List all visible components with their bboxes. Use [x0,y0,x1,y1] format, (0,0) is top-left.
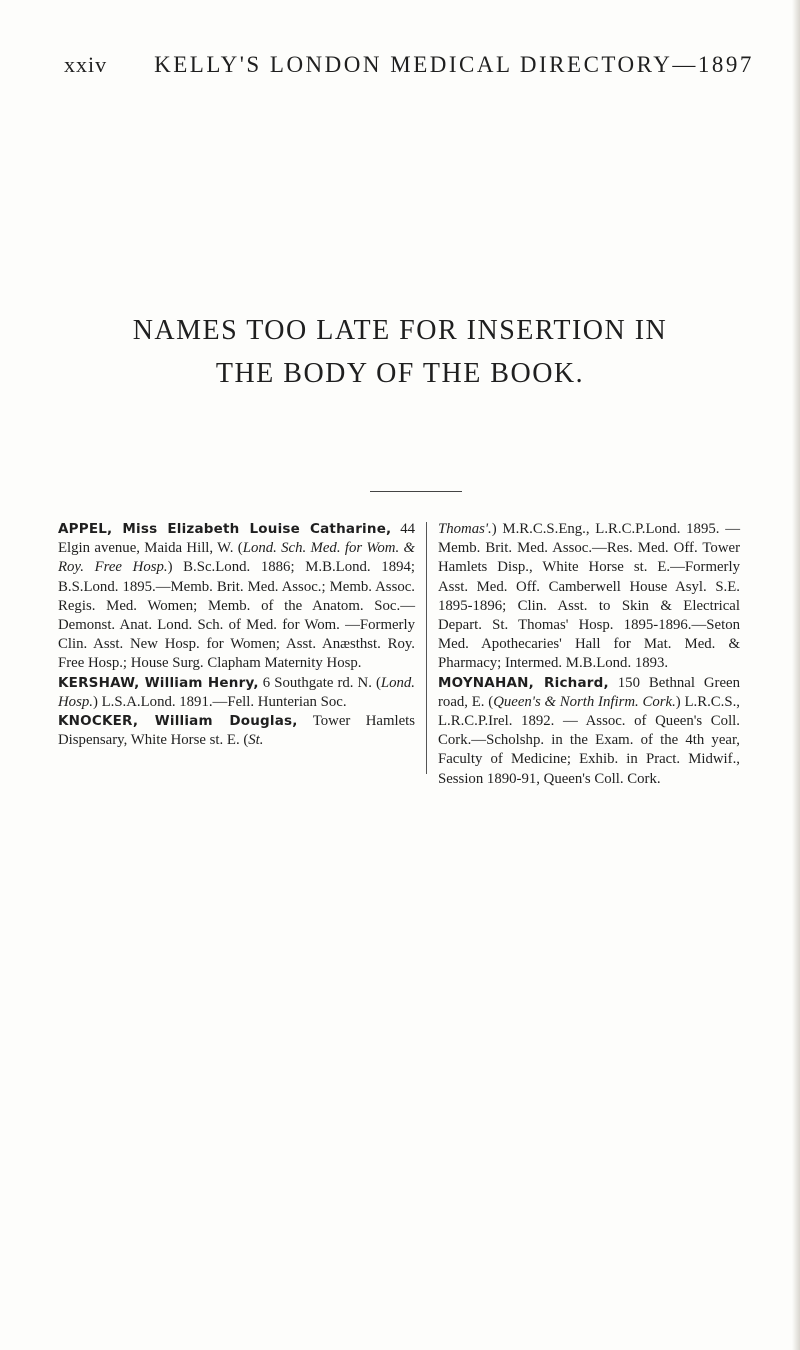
entry-text: 150 Bethnal Green road, E. ( [438,674,741,710]
entry-institution: Queen's & North Infirm. Cork. [493,693,676,710]
page-number: xxiv [64,52,108,77]
entry-name: KERSHAW, William Henry, [58,674,259,691]
right-column [438,520,740,789]
entry-text: ) B.Sc.Lond. 1886; M.B.Lond. 1894; B.S.Lond. 1895.—Memb. Brit. Med. Assoc.; Memb. Assoc. Regis. Med. Women; Memb. of the Anatom. Soc.—Demonst. Anat. Lond. Sch. of Med. for Wom. —Formerly Clin. Asst. New Hosp. for Women; Asst. Anæsthst. Roy. Free Hosp.; House Surg. Clapham Maternity Hosp. [58,559,415,672]
entry-name: APPEL, Miss Elizabeth Louise Catharine, [58,521,392,537]
entry-knocker-continued [438,520,740,674]
title-rule [370,491,462,492]
running-title: KELLY'S LONDON MEDICAL DIRECTORY—1897 [154,52,754,77]
entry-knocker [58,712,415,750]
entry-appel [58,520,415,674]
entry-institution: Thomas'. [438,521,492,537]
entry-text: 6 Southgate rd. N. ( [258,674,381,691]
left-column [58,520,415,750]
entry-text: Tower Hamlets Dispensary, White Horse st. E. ( [58,713,416,749]
column-divider [426,522,427,774]
entry-moynahan [438,674,740,789]
entry-name: MOYNAHAN, Richard, [438,674,609,691]
entry-text: ) L.R.C.S., L.R.C.P.Irel. 1892. — Assoc. of Queen's Coll. Cork.—Scholshp. in the Exam. of the 4th year, Faculty of Medicine; Exhib. in Pract. Midwif., Session 1890-91, Queen's Coll. Cork. [438,693,740,787]
section-title-line-2: THE BODY OF THE BOOK. [215,358,585,389]
section-title-line-1: NAMES TOO LATE FOR INSERTION IN [132,315,668,346]
entry-institution: Lond. Hosp. [58,674,415,710]
entry-text: 44 Elgin avenue, Maida Hill, W. ( [58,521,415,557]
page-header [64,52,764,82]
entry-kershaw [58,674,415,712]
entry-text: ) M.R.C.S.Eng., L.R.C.P.Lond. 1895. —Memb. Brit. Med. Assoc.—Res. Med. Off. Tower Hamlets Disp., White Horse st. E.—Formerly Asst. Med. Off. Camberwell House Asyl. S.E. 1895-1896; Clin. Asst. to Skin & Electrical Depart. St. Thomas' Hosp. 1895-1896.—Seton Med. Apothecaries' Hall for Mat. Med. & Pharmacy; Intermed. M.B.Lond. 1893. [438,521,740,672]
entry-name: KNOCKER, William Douglas, [58,713,298,730]
page-edge-shadow [792,0,800,1350]
entry-text: ) L.S.A.Lond. 1891.—Fell. Hunterian Soc. [92,693,347,710]
entry-institution: St. [248,732,264,749]
entry-institution: Lond. Sch. Med. for Wom. & Roy. Free Hosp. [58,540,415,576]
